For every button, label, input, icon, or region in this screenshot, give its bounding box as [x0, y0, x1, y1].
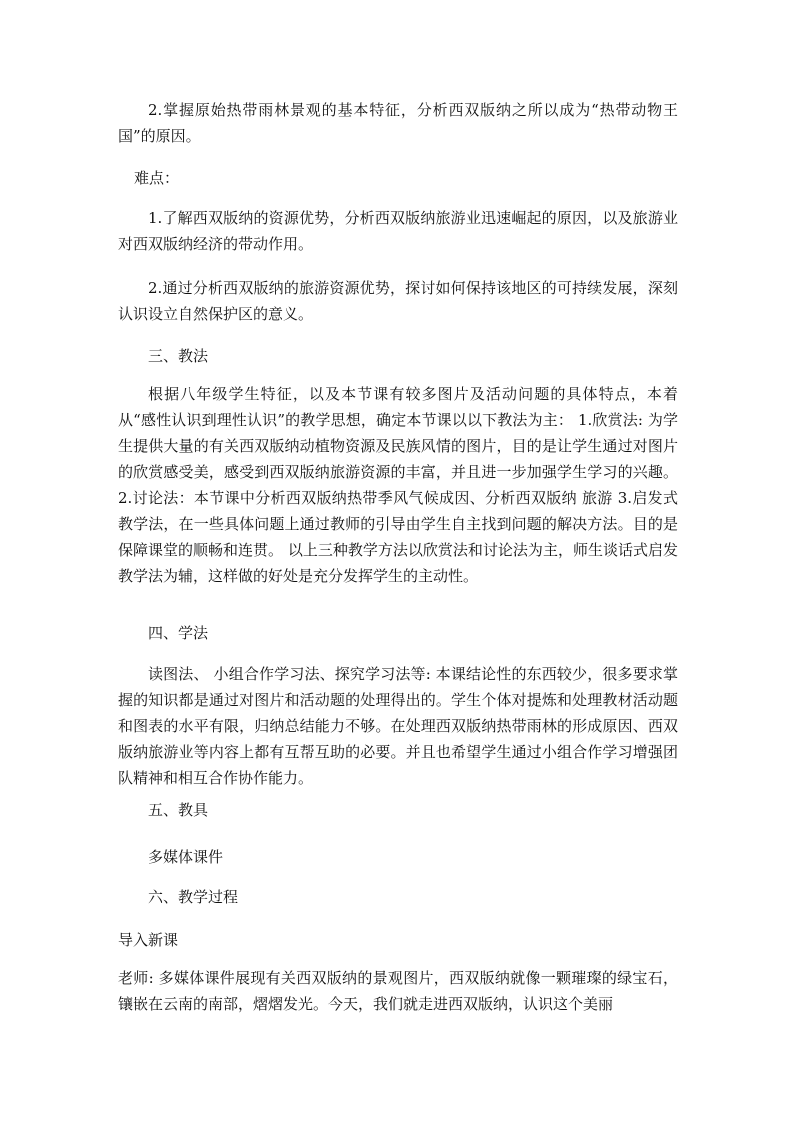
section-heading-learning-methods: 四、学法 — [148, 624, 209, 642]
paragraph-teacher-introduction: 老师: 多媒体课件展现有关西双版纳的景观图片，西双版纳就像一颗璀璨的绿宝石，镶嵌在云南的南部，熠熠发光。今天，我们就走进西双版纳，认识这个美丽 — [118, 969, 678, 1013]
difficulties-heading: 难点： — [134, 169, 180, 187]
paragraph-key-point-2: 2.掌握原始热带雨林景观的基本特征，分析西双版纳之所以成为“热带动物王国”的原因。 — [118, 101, 678, 145]
paragraph-difficulty-2: 2.通过分析西双版纳的旅游资源优势，探讨如何保持该地区的可持续发展，深刻认识设立自然保护区的意义。 — [118, 279, 678, 323]
paragraph-teaching-methods: 根据八年级学生特征，以及本节课有较多图片及活动问题的具体特点，本着从“感性认识到理性认识”的教学思想，确定本节课以以下教法为主： 1.欣赏法: 为学生提供大量的有关西双版纳动植物资源及民族风情的图片，目的是让学生通过对图片的欣赏感受美，感受到西双版纳旅游资源的丰富，并且进一步加强学生学习的兴趣。 2.讨论法：本节课中分析西双版纳热带季风气候成因、分析西双版纳 旅游 3.启发式教学法，在一些具体问题上通过教师的引导由学生自主找到问题的解决方法。目的是保障课堂的顺畅和连贯。 以上三种教学方法以欣赏法和讨论法为主，师生谈话式启发教学法为辅，这样做的好处是充分发挥学生的主动性。 — [118, 385, 678, 585]
section-heading-teaching-process: 六、教学过程 — [148, 888, 239, 906]
subheading-introduction: 导入新课 — [118, 931, 179, 949]
paragraph-learning-methods: 读图法、 小组合作学习法、探究学习法等: 本课结论性的东西较少，很多要求掌握的知识都是通过对图片和活动题的处理得出的。学生个体对提炼和处理教材活动题和图表的水平有限，归纳总结能力不够。在处理西双版纳热带雨林的形成原因、西双版纳旅游业等内容上都有互帮互助的必要。并且也希望学生通过小组合作学习增强团队精神和相互合作协作能力。 — [118, 665, 678, 787]
teaching-aid-item: 多媒体课件 — [148, 848, 224, 866]
section-heading-teaching-aids: 五、教具 — [148, 801, 209, 819]
section-heading-teaching-methods: 三、教法 — [148, 347, 209, 365]
paragraph-difficulty-1: 1.了解西双版纳的资源优势，分析西双版纳旅游业迅速崛起的原因，以及旅游业对西双版纳经济的带动作用。 — [118, 209, 678, 253]
